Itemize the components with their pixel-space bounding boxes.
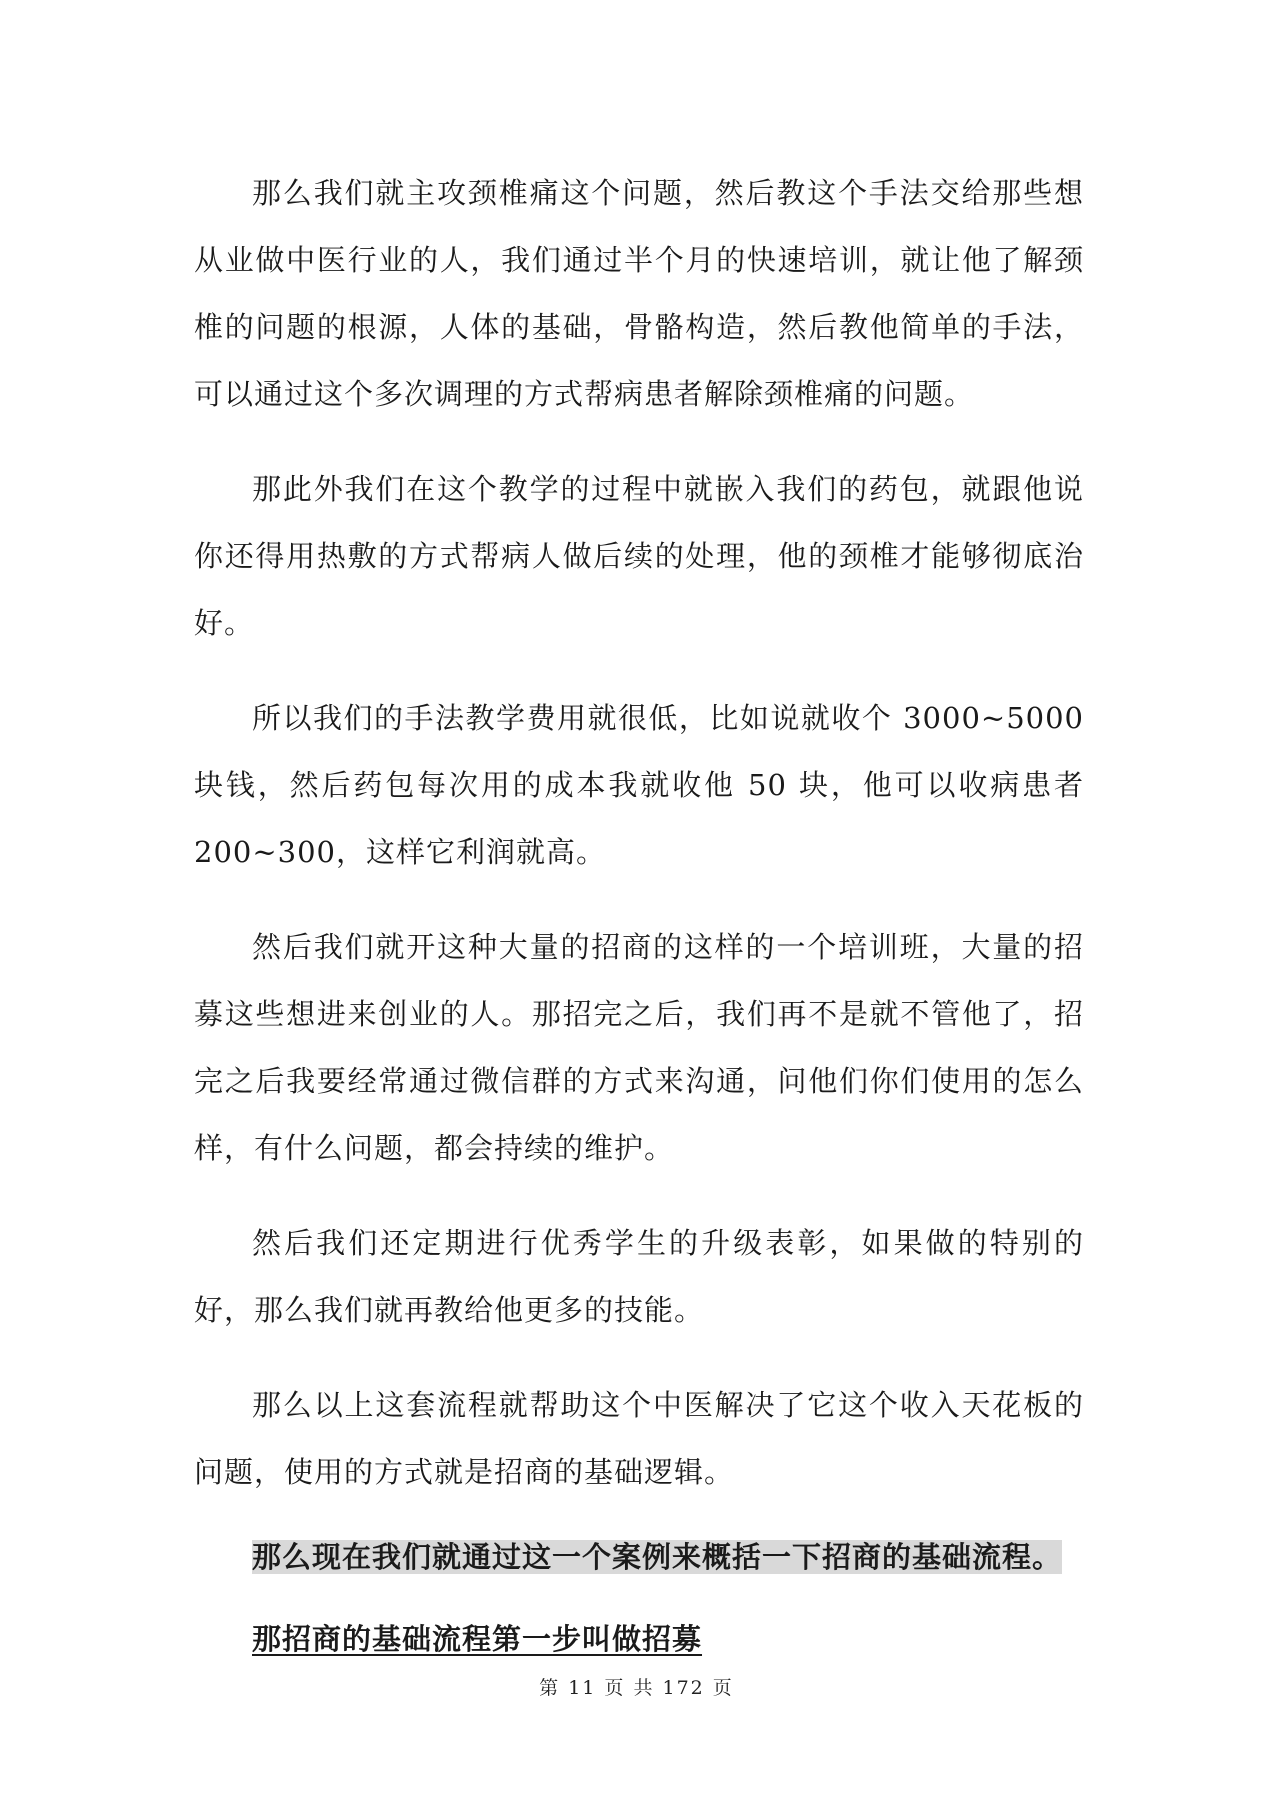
highlighted-heading [194, 1534, 1084, 1580]
paragraph-5: 然后我们还定期进行优秀学生的升级表彰，如果做的特别的好，那么我们就再教给他更多的技能。 [194, 1226, 1084, 1327]
paragraph-2: 那此外我们在这个教学的过程中就嵌入我们的药包，就跟他说你还得用热敷的方式帮病人做后续的处理，他的颈椎才能够彻底治好。 [194, 472, 1084, 640]
paragraph-4: 然后我们就开这种大量的招商的这样的一个培训班，大量的招募这些想进来创业的人。那招完之后，我们再不是就不管他了，招完之后我要经常通过微信群的方式来沟通，问他们你们使用的怎么样，有什么问题，都会持续的维护。 [194, 930, 1084, 1165]
paragraph-3: 所以我们的手法教学费用就很低，比如说就收个 3000~5000 块钱，然后药包每次用的成本我就收他 50 块，他可以收病患者 200~300，这样它利润就高。 [194, 701, 1084, 869]
page-number-footer: 第 11 页 共 172 页 [539, 1677, 734, 1699]
paragraph-1: 那么我们就主攻颈椎痛这个问题，然后教这个手法交给那些想从业做中医行业的人，我们通过半个月的快速培训，就让他了解颈椎的问题的根源，人体的基础，骨骼构造，然后教他简单的手法，可以通过这个多次调理的方式帮病患者解除颈椎痛的问题。 [194, 176, 1084, 411]
page-content [194, 160, 1084, 1662]
paragraph-6: 那么以上这套流程就帮助这个中医解决了它这个收入天花板的问题，使用的方式就是招商的基础逻辑。 [194, 1388, 1084, 1489]
highlighted-heading-text: 那么现在我们就通过这一个案例来概括一下招商的基础流程。 [252, 1540, 1063, 1574]
underlined-heading [194, 1616, 1084, 1662]
underlined-heading-text: 那招商的基础流程第一步叫做招募 [252, 1622, 703, 1656]
